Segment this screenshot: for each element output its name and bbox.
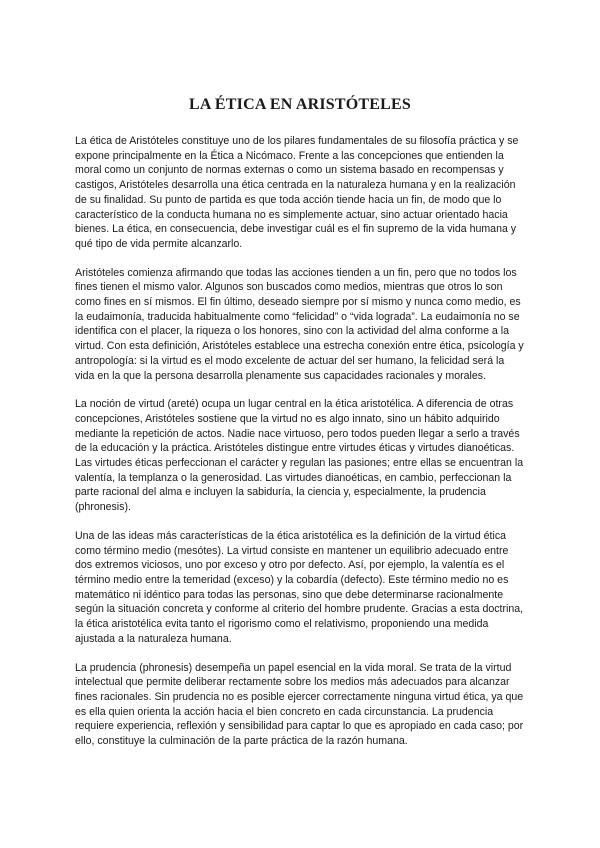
paragraph-1: La ética de Aristóteles constituye uno de los pilares fundamentales de su filosofía práctica y se expone principalmente en la Ética a Nicómaco. Frente a las concepciones que entienden la moral como un conjunto de normas externas o como un sistema basado en recompensas y castigos, Aristóteles desarrolla una ética centrada en la naturaleza humana y en la realización de su finalidad. Su punto de partida es que toda acción tiende hacia un fin, de modo que lo característico de la conducta humana no es simplemente actuar, sino actuar orientado hacia bienes. La ética, en consecuencia, debe investigar cuál es el fin supremo de la vida humana y qué tipo de vida permite alcanzarlo. xyxy=(75,135,519,250)
paragraph-4: Una de las ideas más características de la ética aristotélica es la definición de la virtud ética como término medio (mesótes). La virtud consiste en mantener un equilibrio adecuado entre dos extremos viciosos, uno por exceso y otro por defecto. Así, por ejemplo, la valentía es el término medio entre la temeridad (exceso) y la cobardía (defecto). Este término medio no es matemático ni idéntico para todas las personas, sino que debe determinarse racionalmente según la situación concreta y conforme al criterio del hombre prudente. Gracias a esta doctrina, la ética aristotélica evita tanto el rigorismo como el relativismo, proponiendo una medida ajustada a la naturaleza humana. xyxy=(75,529,524,645)
paragraph-3: La noción de virtud (areté) ocupa un lugar central en la ética aristotélica. A diferencia de otras concepciones, Aristóteles sostiene que la virtud no es algo innato, sino un hábito adquirido mediante la repetición de actos. Nadie nace virtuoso, pero todos pueden llegar a serlo a través de la educación y la práctica. Aristóteles distingue entre virtudes éticas y virtudes dianoéticas. Las virtudes éticas perfeccionan el carácter y regulan las pasiones; entre ellas se encuentran la valentía, la templanza o la generosidad. Las virtudes dianoéticas, en cambio, perfeccionan la parte racional del alma e incluyen la sabiduría, la ciencia y, especialmente, la prudencia (phronesis). xyxy=(75,398,524,514)
paragraph-5: La prudencia (phronesis) desempeña un papel esencial en la vida moral. Se trata de la virtud intelectual que permite deliberar rectamente sobre los medios más adecuados para alcanzar fines racionales. Sin prudencia no es posible ejercer correctamente ninguna virtud ética, ya que es ella quien orienta la acción hacia el bien concreto en cada circunstancia. La prudencia requiere experiencia, reflexión y sensibilidad para captar lo que es apropiado en cada caso; por ello, constituye la culminación de la parte práctica de la razón humana. xyxy=(75,661,524,748)
document-title: LA ÉTICA EN ARISTÓTELES xyxy=(188,96,412,113)
paragraph-2: Aristóteles comienza afirmando que todas las acciones tienden a un fin, pero que no todos los fines tienen el mismo valor. Algunos son buscados como medios, mientras que otros lo son como fines en sí mismos. El fin último, deseado siempre por sí mismo y nunca como medio, es la eudaimonía, traducida habitualmente como “felicidad” o “vida lograda”. La eudaimonía no se identifica con el placer, la riqueza o los honores, sino con la actividad del alma conforme a la virtud. Con esta definición, Aristóteles establece una estrecha conexión entre ética, psicología y antropología: si la virtud es el modo excelente de actuar del ser humano, la felicidad será la vida en la que la persona desarrolla plenamente sus capacidades racionales y morales. xyxy=(75,266,524,382)
